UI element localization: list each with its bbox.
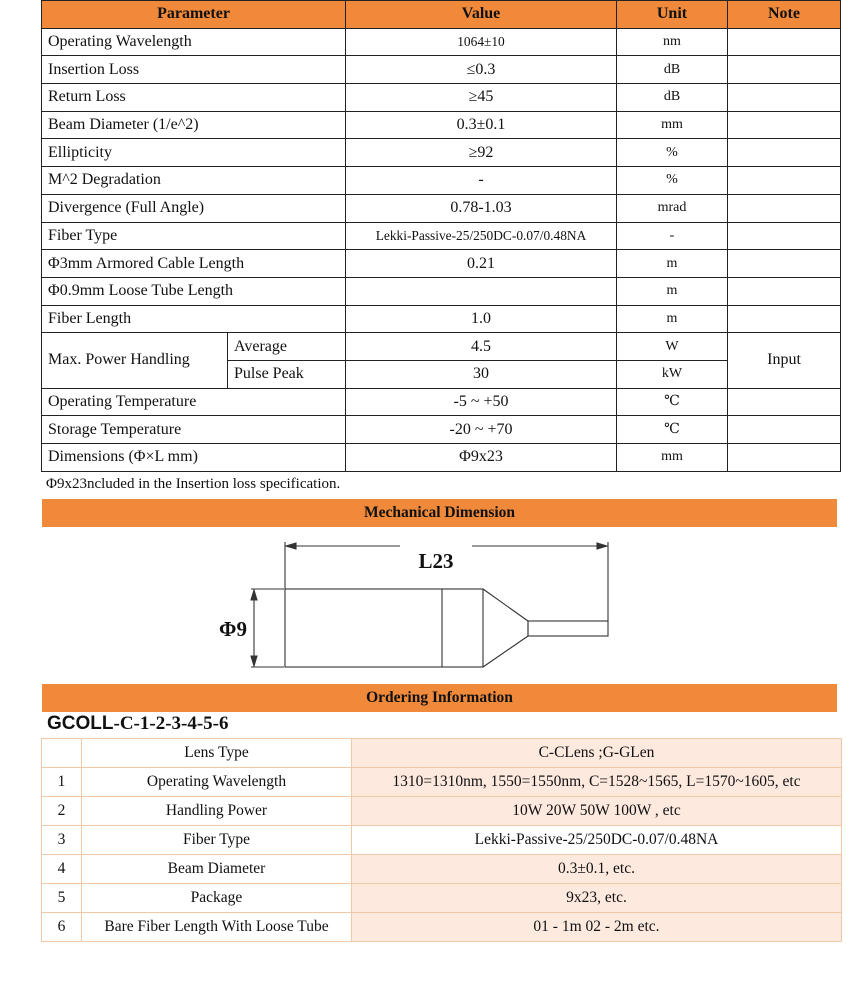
spec-value: 0.21 — [346, 250, 617, 278]
spec-value: 1064±10 — [346, 28, 617, 56]
spec-param: Storage Temperature — [42, 416, 346, 444]
ordering-num: 4 — [42, 855, 82, 884]
spec-unit: % — [617, 167, 728, 195]
ordering-label: Beam Diameter — [82, 855, 352, 884]
spec-unit: m — [617, 305, 728, 333]
ordering-value: Lekki-Passive-25/250DC-0.07/0.48NA — [352, 826, 842, 855]
header-note: Note — [728, 1, 841, 29]
header-value: Value — [346, 1, 617, 29]
spec-value: Φ9x23 — [346, 444, 617, 472]
spec-row — [42, 250, 841, 278]
ordering-num: 2 — [42, 797, 82, 826]
power-peak-unit: kW — [617, 360, 728, 388]
spec-note — [728, 28, 841, 56]
spec-unit: % — [617, 139, 728, 167]
spec-row — [42, 28, 841, 56]
spec-unit: mrad — [617, 194, 728, 222]
arrow-down-icon — [251, 656, 257, 666]
model-suffix: -C-1-2-3-4-5-6 — [113, 713, 229, 734]
spec-value: -5 ~ +50 — [346, 388, 617, 416]
spec-unit: dB — [617, 84, 728, 112]
spec-param: Operating Wavelength — [42, 28, 346, 56]
spec-note — [728, 222, 841, 250]
ordering-label: Lens Type — [82, 739, 352, 768]
spec-unit: m — [617, 250, 728, 278]
spec-row — [42, 222, 841, 250]
spec-unit: nm — [617, 28, 728, 56]
spec-row — [42, 56, 841, 84]
ordering-row — [42, 826, 842, 855]
spec-value: 0.78-1.03 — [346, 194, 617, 222]
power-note: Input — [728, 333, 841, 388]
spec-note — [728, 167, 841, 195]
spec-note — [728, 84, 841, 112]
spec-row — [42, 194, 841, 222]
ordering-row — [42, 768, 842, 797]
insertion-loss-note: Φ9x23ncluded in the Insertion loss specification. — [46, 476, 341, 492]
ordering-label: Handling Power — [82, 797, 352, 826]
mechanical-dimension-header: Mechanical Dimension — [42, 499, 837, 527]
spec-param: Return Loss — [42, 84, 346, 112]
fiber-tube — [528, 621, 608, 636]
ordering-value: 1310=1310nm, 1550=1550nm, C=1528~1565, L=1570~1605, etc — [352, 768, 842, 797]
taper-top — [483, 589, 528, 621]
ordering-value: 0.3±0.1, etc. — [352, 855, 842, 884]
spec-param: Dimensions (Φ×L mm) — [42, 444, 346, 472]
arrow-left-icon — [286, 543, 296, 549]
ordering-label: Package — [82, 884, 352, 913]
ordering-label: Bare Fiber Length With Loose Tube — [82, 913, 352, 942]
spec-value: ≥92 — [346, 139, 617, 167]
spec-value: ≥45 — [346, 84, 617, 112]
length-label: L23 — [418, 549, 454, 573]
ordering-label: Fiber Type — [82, 826, 352, 855]
spec-value: - — [346, 167, 617, 195]
spec-note — [728, 194, 841, 222]
ordering-value: 9x23, etc. — [352, 884, 842, 913]
ordering-value: 01 - 1m 02 - 2m etc. — [352, 913, 842, 942]
power-peak-label: Pulse Peak — [228, 360, 346, 388]
ordering-num: 3 — [42, 826, 82, 855]
spec-row — [42, 305, 841, 333]
spec-param: Operating Temperature — [42, 388, 346, 416]
spec-row — [42, 84, 841, 112]
spec-param: Insertion Loss — [42, 56, 346, 84]
spec-param: Fiber Type — [42, 222, 346, 250]
spec-row — [42, 139, 841, 167]
spec-unit: mm — [617, 444, 728, 472]
header-unit: Unit — [617, 1, 728, 29]
spec-value: ≤0.3 — [346, 56, 617, 84]
spec-note — [728, 277, 841, 305]
ordering-num: 1 — [42, 768, 82, 797]
spec-row — [42, 111, 841, 139]
power-average-label: Average — [228, 333, 346, 361]
ordering-row — [42, 855, 842, 884]
spec-unit: m — [617, 277, 728, 305]
ordering-num — [42, 739, 82, 768]
spec-note — [728, 250, 841, 278]
ordering-row — [42, 797, 842, 826]
ordering-label: Operating Wavelength — [82, 768, 352, 797]
spec-value — [346, 277, 617, 305]
arrow-right-icon — [597, 543, 607, 549]
diameter-label: Φ9 — [219, 617, 247, 641]
spec-unit: ℃ — [617, 416, 728, 444]
ordering-row — [42, 739, 842, 768]
spec-param: Fiber Length — [42, 305, 346, 333]
mechanical-drawing — [200, 530, 640, 680]
spec-unit: - — [617, 222, 728, 250]
spec-note — [728, 388, 841, 416]
model-prefix: GCOLL — [47, 713, 114, 734]
spec-value: 1.0 — [346, 305, 617, 333]
power-average-unit: W — [617, 333, 728, 361]
power-param: Max. Power Handling — [42, 333, 228, 388]
spec-row — [42, 444, 841, 472]
spec-row — [42, 167, 841, 195]
taper-bottom — [483, 636, 528, 667]
spec-table — [41, 0, 841, 472]
spec-row — [42, 416, 841, 444]
arrow-up-icon — [251, 590, 257, 600]
spec-param: Φ3mm Armored Cable Length — [42, 250, 346, 278]
ordering-row — [42, 913, 842, 942]
ordering-value: C-CLens ;G-GLen — [352, 739, 842, 768]
spec-param: M^2 Degradation — [42, 167, 346, 195]
collimator-body — [285, 589, 483, 667]
spec-value: Lekki-Passive-25/250DC-0.07/0.48NA — [346, 222, 617, 250]
spec-param: Divergence (Full Angle) — [42, 194, 346, 222]
ordering-row — [42, 884, 842, 913]
spec-row — [42, 277, 841, 305]
ordering-num: 6 — [42, 913, 82, 942]
header-parameter: Parameter — [42, 1, 346, 29]
model-code — [47, 713, 229, 735]
spec-param: Φ0.9mm Loose Tube Length — [42, 277, 346, 305]
spec-header-row — [42, 1, 841, 29]
spec-note — [728, 305, 841, 333]
ordering-information-header: Ordering Information — [42, 684, 837, 712]
spec-note — [728, 56, 841, 84]
ordering-table — [41, 738, 842, 942]
spec-note — [728, 416, 841, 444]
ordering-value: 10W 20W 50W 100W , etc — [352, 797, 842, 826]
spec-unit: mm — [617, 111, 728, 139]
power-peak-value: 30 — [346, 360, 617, 388]
spec-unit: dB — [617, 56, 728, 84]
spec-note — [728, 139, 841, 167]
spec-value: -20 ~ +70 — [346, 416, 617, 444]
spec-unit: ℃ — [617, 388, 728, 416]
spec-row-power-average — [42, 333, 841, 361]
spec-note — [728, 444, 841, 472]
ordering-num: 5 — [42, 884, 82, 913]
spec-param: Ellipticity — [42, 139, 346, 167]
spec-value: 0.3±0.1 — [346, 111, 617, 139]
spec-note — [728, 111, 841, 139]
power-average-value: 4.5 — [346, 333, 617, 361]
spec-param: Beam Diameter (1/e^2) — [42, 111, 346, 139]
spec-row — [42, 388, 841, 416]
